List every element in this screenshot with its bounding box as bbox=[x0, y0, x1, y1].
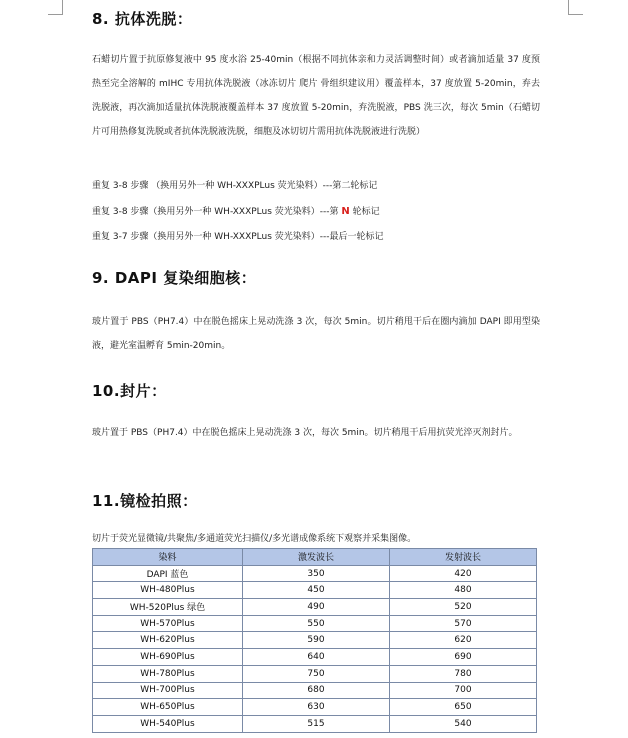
table-row bbox=[93, 665, 537, 682]
table-row bbox=[93, 565, 537, 582]
emission-cell: 520 bbox=[390, 599, 537, 616]
section-10-paragraph: 玻片置于 PBS（PH7.4）中在脱色摇床上晃动洗涤 3 次，每次 5min。切片稍甩干后用抗荧光淬灭剂封片。 bbox=[92, 428, 518, 438]
emission-cell: 690 bbox=[390, 649, 537, 666]
dye-cell: WH-650Plus bbox=[93, 699, 243, 716]
table-header-row bbox=[93, 549, 537, 566]
dye-cell: WH-570Plus bbox=[93, 615, 243, 632]
excitation-cell: 350 bbox=[243, 565, 390, 582]
section-8-repeat-2 bbox=[92, 204, 380, 217]
margin-corner-mark-left bbox=[48, 0, 63, 15]
dye-cell: WH-690Plus bbox=[93, 649, 243, 666]
dye-cell: WH-780Plus bbox=[93, 665, 243, 682]
dye-cell: WH-480Plus bbox=[93, 582, 243, 599]
table-row bbox=[93, 649, 537, 666]
section-9-paragraph: 玻片置于 PBS（PH7.4）中在脱色摇床上晃动洗涤 3 次，每次 5min。切片稍甩干后在圈内滴加 DAPI 即用型染液，避光室温孵育 5min-20min。 bbox=[92, 317, 540, 351]
emission-cell: 620 bbox=[390, 632, 537, 649]
emission-cell: 420 bbox=[390, 565, 537, 582]
section-9-title: 9. DAPI 复染细胞核： bbox=[92, 269, 257, 287]
table-row bbox=[93, 615, 537, 632]
section-8-paragraph: 石蜡切片置于抗原修复液中 95 度水浴 25-40min（根据不同抗体亲和力灵活调整时间）或者滴加适量 37 度预热至完全溶解的 mIHC 专用抗体洗脱液（冰冻切片 爬片 骨组织建议用）覆盖样本，37 度放置 5-20min，弃去洗脱液，再次滴加适量抗体洗脱液覆盖样本 37 度放置 5-20min，弃洗脱液，PBS 洗三次，每次 5min（石蜡切片可用热修复洗脱或者抗体洗脱液洗脱，细胞及冰切切片需用抗体洗脱液进行洗脱） bbox=[92, 55, 540, 137]
emission-cell: 480 bbox=[390, 582, 537, 599]
margin-corner-mark-right bbox=[568, 0, 583, 15]
table-row bbox=[93, 632, 537, 649]
repeat-2-suffix: 轮标记 bbox=[349, 207, 380, 217]
excitation-cell: 630 bbox=[243, 699, 390, 716]
table-row bbox=[93, 699, 537, 716]
table-row bbox=[93, 599, 537, 616]
table-row bbox=[93, 582, 537, 599]
section-11-title: 11.镜检拍照： bbox=[92, 492, 198, 510]
excitation-cell: 490 bbox=[243, 599, 390, 616]
header-dye: 染料 bbox=[93, 549, 243, 566]
table-row bbox=[93, 715, 537, 732]
excitation-cell: 550 bbox=[243, 615, 390, 632]
header-excitation: 激发波长 bbox=[243, 549, 390, 566]
dye-cell: WH-620Plus bbox=[93, 632, 243, 649]
excitation-cell: 450 bbox=[243, 582, 390, 599]
repeat-2-n-marker: N bbox=[341, 206, 350, 217]
dye-cell: WH-540Plus bbox=[93, 715, 243, 732]
excitation-cell: 640 bbox=[243, 649, 390, 666]
section-11-caption: 切片于荧光显微镜/共聚焦/多通道荧光扫描仪/多光谱成像系统下观察并采集图像。 bbox=[92, 534, 417, 544]
repeat-2-prefix: 重复 3-8 步骤（换用另外一种 WH-XXXPLus 荧光染料）---第 bbox=[92, 207, 342, 217]
section-8-repeat-3: 重复 3-7 步骤（换用另外一种 WH-XXXPLus 荧光染料）---最后一轮标记 bbox=[92, 232, 384, 242]
wavelength-table bbox=[92, 548, 537, 733]
excitation-cell: 590 bbox=[243, 632, 390, 649]
dye-cell: DAPI 蓝色 bbox=[93, 565, 243, 582]
emission-cell: 700 bbox=[390, 682, 537, 699]
emission-cell: 650 bbox=[390, 699, 537, 716]
table-row bbox=[93, 682, 537, 699]
section-10-title: 10.封片： bbox=[92, 382, 167, 400]
emission-cell: 780 bbox=[390, 665, 537, 682]
section-8-title: 8. 抗体洗脱： bbox=[92, 10, 193, 28]
excitation-cell: 515 bbox=[243, 715, 390, 732]
emission-cell: 540 bbox=[390, 715, 537, 732]
header-emission: 发射波长 bbox=[390, 549, 537, 566]
section-8-repeat-1: 重复 3-8 步骤 （换用另外一种 WH-XXXPLus 荧光染料）---第二轮标记 bbox=[92, 181, 378, 191]
excitation-cell: 680 bbox=[243, 682, 390, 699]
dye-cell: WH-700Plus bbox=[93, 682, 243, 699]
excitation-cell: 750 bbox=[243, 665, 390, 682]
dye-cell: WH-520Plus 绿色 bbox=[93, 599, 243, 616]
emission-cell: 570 bbox=[390, 615, 537, 632]
